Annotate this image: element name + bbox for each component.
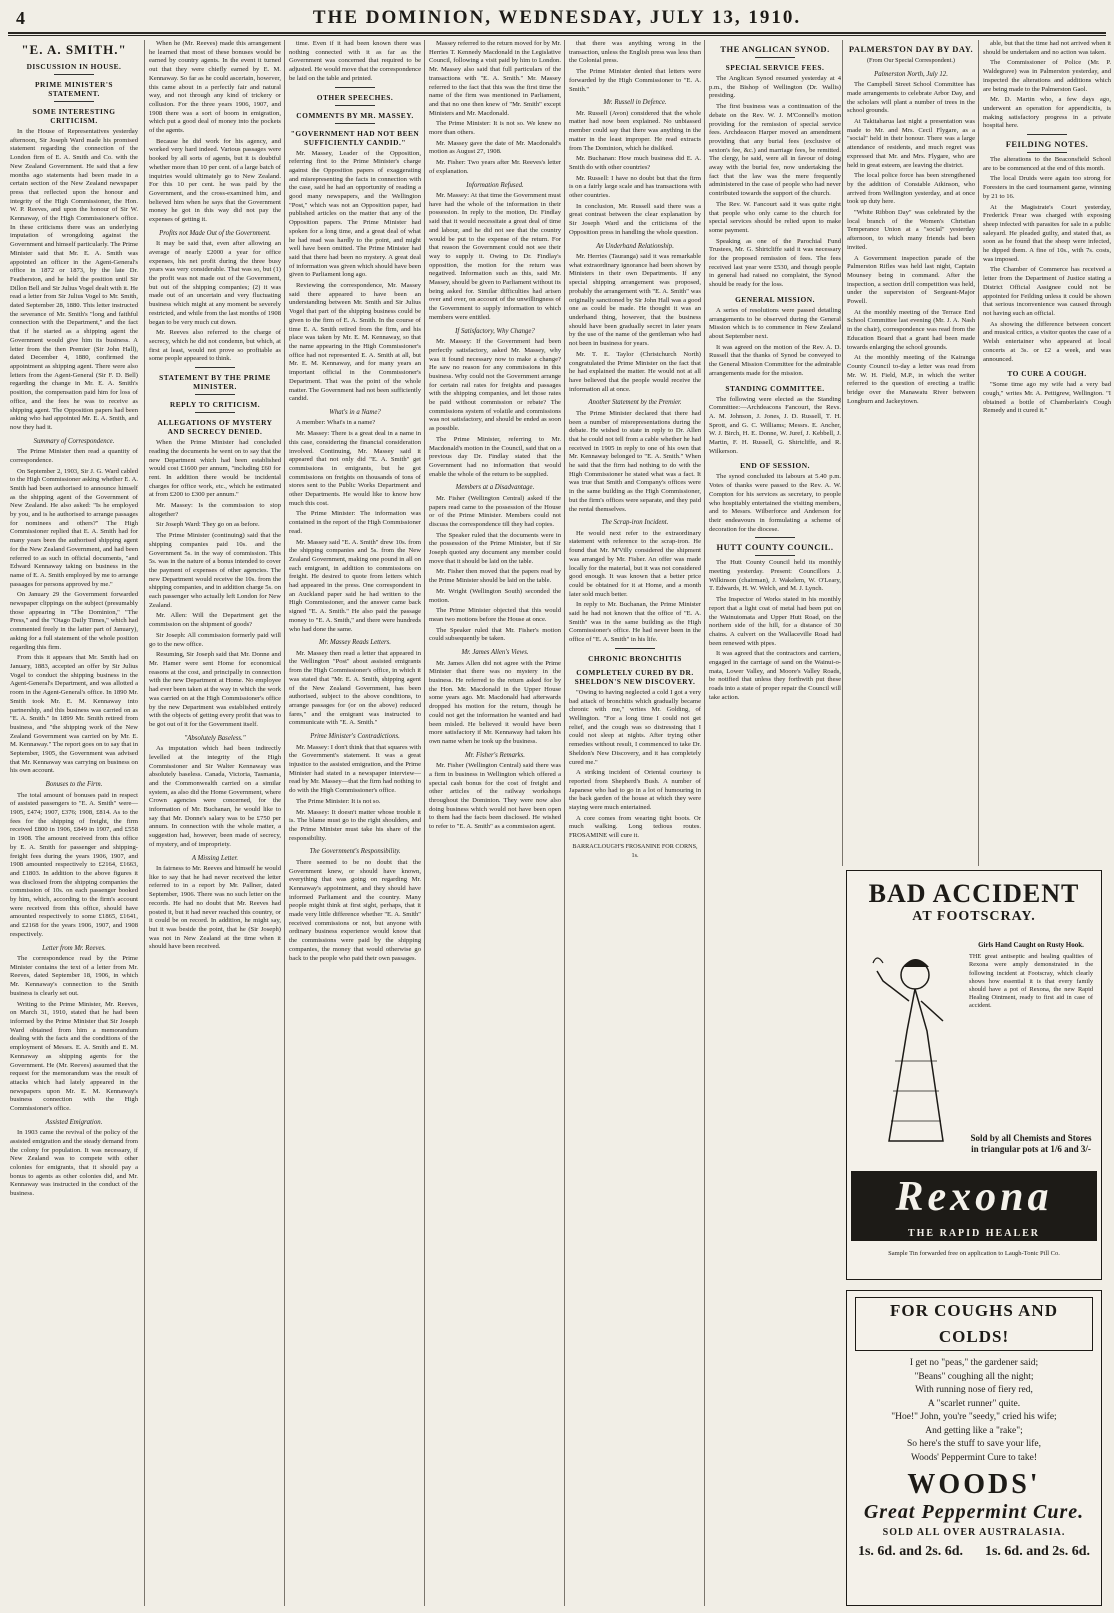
paragraph: Mr. T. E. Taylor (Christchurch North) congratulated the Prime Minister on the fact that he had explained the matter. He would not at all have believed that the people would receive the information all at once. bbox=[569, 350, 701, 393]
section-heading: "Absolutely Baseless." bbox=[184, 734, 246, 742]
section-heading: A Missing Letter. bbox=[191, 854, 239, 862]
section-heading: STANDING COMMITTEE. bbox=[725, 383, 825, 393]
paragraph: The local police force has been strengthened by the addition of Constable Atkinson, who arrived from Wellington yesterday, and at once took up duty here. bbox=[847, 172, 975, 206]
paragraph: At Takitaharua last night a presentation was made to Mr. and Mrs. Cecil Flygare, as a "social" held in their honour. There was a large attendance of residents, and much regret was expressed that Mr. and Mrs. Flygare, who are held in great esteem, are leaving the district. bbox=[847, 118, 975, 169]
section-heading: The Scrap-iron Incident. bbox=[601, 519, 669, 527]
paragraph: The Prime Minister: The information was contained in the report of the High Commissioner read. bbox=[289, 510, 421, 535]
advert-sold-line: SOLD ALL OVER AUSTRALASIA. bbox=[882, 1527, 1066, 1538]
article-headline: FEILDING NOTES. bbox=[1005, 139, 1089, 150]
divider bbox=[195, 394, 235, 395]
paragraph: A striking incident of Oriental courtesy is reported from Shepherd's Bush. A number of Japanese who had to go in a lot of humouring in the back garden of the house at which they were staying were much entertained. bbox=[569, 769, 701, 812]
advert-headline: CHRONIC BRONCHITIS bbox=[588, 653, 682, 663]
paragraph: A Government inspection parade of the Palmerston Rifles was held last night, Captain Mounsey being in command. After the inspection, a section drill competition was held, under the supervision of Sergeant-Major Powell. bbox=[847, 254, 975, 306]
section-heading: Mr. Massey Reads Letters. bbox=[319, 639, 391, 647]
paragraph: Speaking as one of the Parochial Fund Trustees, Mr. G. Shirtcliffe said it was necessary for the proposed remission of fees. The fees received last year were £530, and though people in general had raised no complaint, the Synod should be ready for the loss. bbox=[709, 237, 841, 289]
section-heading: An Underhand Relationship. bbox=[596, 242, 674, 250]
masthead bbox=[8, 6, 1106, 34]
advert-sold-line: Sold by all Chemists and Stores in triangular pots at 1/6 and 3/- bbox=[970, 1133, 1092, 1154]
paragraph: Mr. Russell: I have no doubt but that the firm is on a fairly large scale and has transactions with other countries. bbox=[569, 174, 701, 200]
divider bbox=[335, 87, 375, 88]
advert-subhead: COMPLETELY CURED BY DR. SHELDON'S NEW DISCOVERY. bbox=[574, 667, 696, 686]
poem-line: With running nose of fiery red, bbox=[915, 1385, 1033, 1395]
woman-illustration-icon bbox=[853, 941, 965, 1151]
divider bbox=[1027, 134, 1067, 135]
paragraph: Mr. Reeves also referred to the charge of secrecy, which he did not condemn, but which, at first at least, would not prove so profitable as some people appeared to think. bbox=[149, 329, 281, 363]
brand-name: WOODS' bbox=[907, 1469, 1041, 1500]
section-heading: Prime Minister's Contradictions. bbox=[310, 733, 400, 741]
dateline: Palmerston North, July 12. bbox=[874, 70, 948, 78]
poem-line: "Beans" coughing all the night; bbox=[914, 1371, 1034, 1382]
paragraph: From this it appears that Mr. Smith had on January, 1883, accepted an offer by Sir Julius Vogel to conduct the shipping business in the Agent-General's Department, and was allotted a room in the Agent-General's office. In 1890 Mr. Smith took Mr. E. M. Kennaway into partnership, and this business was carried on as "E. A. Smith." In 1899 Mr. Smith retired from business, and "the shipping work of the New Zealand Government was carried on by Mr. E. M. Kennaway." The report goes on to say that in September, 1905, the Government was advised that Mr. Kennaway was carrying on business on his own account. bbox=[10, 654, 138, 775]
section-heading: What's in a Name? bbox=[329, 408, 381, 416]
article-headline: OTHER SPEECHES. bbox=[316, 92, 394, 102]
advert-text: THE great antiseptic and healing qualities of Rexona were amply demonstrated in the following incident at Footscray, which clearly shows how essential it is that every family should have a pot of Rexona, the new Rapid Healing Ointment, ready to first aid in case of accident. bbox=[969, 953, 1093, 1010]
section-heading: Summary of Correspondence. bbox=[33, 437, 115, 445]
paragraph: The Prime Minister declared that there had been a number of misrepresentations during the debate. He wished to state in reply to Dr. Allen that he could not tell from a cable whether he had received in 1905 in reply to one of his own that Mr. Kennaway belonged to "E. A. Smith." When he said that the firm had nothing to do with the High Commissioner he stated what was a fact. It was true that Smith and Company's offices were in the same building as the High Commissioner, but the firm's offices were separate, and they paid the rental themselves. bbox=[569, 409, 701, 513]
advert-subhead: AT FOOTSCRAY. bbox=[912, 909, 1036, 924]
paragraph: The alterations to the Beaconsfield School are to be commenced at the end of this month. bbox=[983, 156, 1111, 172]
paragraph: Mr. Massey then read a letter that appeared in the Wellington "Post" about assisted emigrants from the High Commissioner's office, in which it was stated that "Mr. E. A. Smith, shipping agent of the New Zealand Government, has been authorised, subject to the above conditions, to arrange passages for (or on the above) reduced fares," and the emigrant was instructed to communicate with "E. A. Smith." bbox=[289, 649, 421, 727]
article-subhead: DISCUSSION IN HOUSE. bbox=[26, 62, 122, 71]
paragraph: In fairness to Mr. Reeves and himself he would like to say that he had never received the letter referred to in a report by Mr. Pallner, dated September, 1906. There was no such letter on the records. He had no doubt that Mr. Reeves had posted it, but it had never reached this country, or it could be on record. In addition, he might say, but it was beside the point, that he (Sir Joseph) was not in New Zealand at the time when it should have been received. bbox=[149, 865, 281, 951]
paragraph: Mr. Wright (Wellington South) seconded the motion. bbox=[429, 587, 561, 604]
poem-line: "Hoe!" John, you're "seedy," cried his wife; bbox=[891, 1412, 1057, 1422]
advert-poem bbox=[847, 1357, 1101, 1465]
paragraph: Mr. Massey gave the date of Mr. Macdonald's motion as August 27, 1908. bbox=[429, 139, 561, 156]
article-subhead: PRIME MINISTER'S STATEMENT. bbox=[34, 80, 114, 98]
paragraph: On January 29 the Government forwarded newspaper clippings on the subject (presumably those appearing in "The Dominion," "The Press," and the "Otago Daily Times," which had commented freely in the latter part of January), asking for a full statement of the whole position regarding this firm. bbox=[10, 591, 138, 651]
article-subhead: SOME INTERESTING CRITICISM. bbox=[32, 107, 116, 125]
column-7 bbox=[842, 40, 975, 866]
paragraph: Mr. Massey: There is a great deal in a name in this case, considering the financial consideration involved. Continuing, Mr. Massey said it appeared that not only did "E. A. Smith" get commissions in emigrants, but he got commissions on freights on thousands of tons of stores sent to the Public Works Department and other Departments. He would like to know how much this cost. bbox=[289, 430, 421, 507]
paragraph: A series of resolutions were passed detailing arrangements to be observed during the General Mission which is to commence in New Zealand about September next. bbox=[709, 306, 841, 340]
byline: (From Our Special Correspondent.) bbox=[867, 57, 955, 64]
advert-body bbox=[969, 941, 1093, 1011]
article-headline: HUTT COUNTY COUNCIL. bbox=[716, 542, 834, 553]
paragraph: The Prime Minister denied that letters were forwarded by the High Commissioner to "E. A. Smith." bbox=[569, 68, 701, 93]
paragraph: The Prime Minister, referring to Mr. Macdonald's motion in the Council, said that on a previous day Dr. Findlay stated that the Government had no information that would enable the whole of the return to be supplied. bbox=[429, 435, 561, 478]
section-heading: Mr. Fisher's Remarks. bbox=[465, 751, 525, 759]
paragraph: Mr. Russell (Avon) considered that the whole matter had now been explained. No unbiassed member could say that there was anything in the matter in the least improper. He read extracts from The Dominion, which he disliked. bbox=[569, 109, 701, 152]
paragraph: Mr. Fisher then moved that the papers read by the Prime Minister should be laid on the table. bbox=[429, 568, 561, 585]
paragraph: When he (Mr. Reeves) made this arrangement he learned that most of these bonuses would be earned by country agents. In the event it turned out that they were chiefly earned by E. M. Kennaway. So far as he could ascertain, however, this came about in a perfectly fair and natural way, and not through any kind of trickery or collusion. For the three years 1906, 1907, and 1908 there was a sort of boom in emigration, which put a good deal of money into the pockets of the agents. bbox=[149, 40, 281, 135]
article-subhead: ALLEGATIONS OF MYSTERY AND SECRECY DENIED. bbox=[157, 418, 273, 437]
paragraph: The first business was a continuation of the debate on the Rev. W. J. M'Connell's motion providing for the remission of special service fees. Archdeacon Harper moved an amendment providing that any burial fees (exclusive of sexton's fee, &c.) and marriage fees, be remitted. The clergy, he said, were all in favour of doing away with the burial fee, now undertaking the fact that the law was the mere frequently administered in the case of people who had never contributed towards the support of the church. bbox=[709, 103, 841, 198]
paragraph: At the monthly meeting of the Terrace End School Committee last evening (Mr. J. A. Nash in the chair), correspondence was read from the Education Board that a grant had been made towards enlarging the school grounds. bbox=[847, 308, 975, 351]
paragraph: It was agreed that the contractors and carriers, engaged in the carriage of sand on the Wainui-o-mata, Lower Valley, and Moore's Valley Roads, be notified that unless they forthwith put these roads into a state of proper repair the Council will take action. bbox=[709, 650, 841, 701]
divider bbox=[335, 105, 375, 106]
paragraph: "Some time ago my wife had a very bad cough," writes Mr. A. Pettigrew, Wellington. "I obtained a bottle of Chamberlain's Cough Remedy and it cured it." bbox=[983, 381, 1111, 415]
rexona-advert bbox=[846, 870, 1102, 1280]
paragraph: The total amount of bonuses paid in respect of assisted passengers to "E. A. Smith" were—1905, £474; 1907, £376; 1908, £814. As to the fees for the shipping of freight, the firm received £800 in 1906, £849 in 1907, and £558 in 1908. The amount received from this office by E. A. Smith for passenger and shipping-freight fees during the years 1906, 1907, and 1908 amounted respectively to £2164, £1663, and £1803. In addition to the above figures it was disclosed from the shipping companies the commission of 10s. on each passenger booked by him, which, according to the firm's account were received from this office, should have amounted respectively to some £1865, £1641, and £2168 for the years 1906, 1907, and 1908 respectively. bbox=[10, 791, 138, 938]
brand-name: Rexona bbox=[895, 1174, 1053, 1220]
masthead-title: THE DOMINION, WEDNESDAY, JULY 13, 1910. bbox=[312, 7, 802, 28]
column-5 bbox=[564, 40, 701, 1606]
paragraph: Mr. Massey: Is the commission to stop altogether? bbox=[149, 502, 281, 518]
paragraph: A core comes from wearing tight boots. Or much walking. Long tedious routes. FROSAMINE will cure it. bbox=[569, 814, 701, 840]
section-heading: Another Statement by the Premier. bbox=[588, 399, 682, 407]
divider bbox=[1027, 152, 1067, 153]
paragraph: that there was anything wrong in the transaction, unless the English press was less than the Colonial press. bbox=[569, 40, 701, 65]
paragraph: There seemed to be no doubt that the Government knew, or should have known, everything that was going on regarding Mr. Kennaway's appointment, and they should have informed Parliament and the country. Many people might think at first sight, perhaps, that it made very little difference whether "E. A. Smith" received commissions or not, but anyone with ordinary business experience would know that the commissions were paid by the shipping companies, the money that would otherwise go back to the people who paid their own passages. bbox=[289, 858, 421, 962]
paragraph: Mr. Massey said "E. A. Smith" drew 10s. from the shipping companies and 5s. from the New Zealand Government, making one pound in all on each emigrant, in addition to commissions on freight. He desired to quote from letters which had appeared in the press. One correspondent in an Auckland paper said he had written to the High Commissioner, and the answer came back signed "E. A. Smith." He also paid the passage money to "E. A. Smith," and there were hundreds who had done the same. bbox=[289, 538, 421, 633]
paragraph: The Commissioner of Police (Mr. P. Waldegrave) was in Palmerston yesterday, and inspected the alterations and additions which are being made to the Palmerston Gaol. bbox=[983, 59, 1111, 93]
section-heading: Bonuses to the Firm. bbox=[45, 781, 103, 789]
product-name: Great Peppermint Cure. bbox=[863, 1501, 1085, 1523]
article-subhead: "GOVERNMENT HAD NOT BEEN SUFFICIENTLY CANDID." bbox=[290, 128, 420, 147]
section-heading: Mr. Russell in Defence. bbox=[603, 99, 667, 107]
paragraph: Mr. Fisher (Wellington Central) said there was a firm in business in Wellington which offered a special cash bonus for the cost of freight and other articles of the railway workshops throughout the Dominion. They were now also doing business which would not have been open to them had the facts been disclosed. He wished to refer to "E. A. Smith" as a commission agent. bbox=[429, 762, 561, 831]
paragraph: Mr. James Allen did not agree with the Prime Minister that there was no mystery in the business. He referred to the return asked for by the Hon. Mr. Macdonald in the Upper House some years ago. Mr. Macdonald had afterwards dropped his motion for the return, though he could not get the information he wanted and had been misled. He believed it would have been more satisfactory if Mr. Kennaway had taken his own name when he took up the business. bbox=[429, 659, 561, 745]
paragraph: At the Magistrate's Court yesterday, Frederick Frear was charged with exposing sheep infected with parasites for sale in a public saleyard. He pleaded guilty, and stated that, as soon as he found that the sheep were infected, he dipped them. A fine of 10s., with 7s. costs, was imposed. bbox=[983, 203, 1111, 263]
divider bbox=[755, 537, 795, 538]
masthead-rule bbox=[8, 35, 1106, 36]
article-headline: THE ANGLICAN SYNOD. bbox=[720, 44, 830, 54]
divider bbox=[54, 101, 94, 102]
divider bbox=[195, 367, 235, 368]
paragraph: It may be said that, even after allowing an average of nearly £2000 a year for office expenses, his net profit during the three busy years was very considerable. That was so, but (1) the profit was not made out of the Government, but out of the shipping companies; (2) it was made out of an uncertain and very fluctuating business which might at any moment be severely restricted, and while from the last months of 1908 began to be very much cut down. bbox=[149, 240, 281, 326]
paragraph: In reply to Mr. Buchanan, the Prime Minister said he had not known that the office of "E. A. Smith" was in the same building as the High Commissioner's office. He had never been in the office of "E. A. Smith" in his life. bbox=[569, 601, 701, 644]
column-8 bbox=[978, 40, 1111, 866]
article-headline: "E. A. SMITH." bbox=[21, 42, 127, 57]
paragraph: The Anglican Synod resumed yesterday at 4 p.m., the Bishop of Wellington (Dr. Wallis) presiding. bbox=[709, 75, 841, 100]
paragraph: The Prime Minister (continuing) said that the shipping companies paid 10s. and the Government 5s. in the way of commission. This 5s. was in the nature of a bonus intended to cover the payment of expenses of other agencies. The new Department would receive the 10s. from the shipping companies, and in addition charge 5s. on each passenger who actually left London for New Zealand. bbox=[149, 532, 281, 609]
column-1 bbox=[10, 40, 138, 1606]
advert-headline: BAD ACCIDENT bbox=[868, 879, 1080, 908]
paragraph: At the monthly meeting of the Kairanga County Council to-day a letter was read from Mr. W. H. Field, M.P., in which the writer referred to the question of erecting a traffic bridge over the Manawatu River between Longburn and Jackeytown. bbox=[847, 354, 975, 405]
price-row bbox=[847, 1544, 1101, 1560]
woods-peppermint-advert bbox=[846, 1290, 1102, 1606]
paragraph: On September 2, 1903, Sir J. G. Ward cabled to the High Commissioner asking whether E. A. Smith had been authorised to announce himself as the shipping agent of the Government of New Zealand. He also asked: "Is he employed by you, and is he authorised to arrange passages for nominees and others?" The High Commissioner replied that E. A. Smith had for many years been the authorised shipping agent for the New Zealand Government, and had been referred to as such in official documents, "and Edward Kennaway taking on business in the name of E. A. Smith employed by me to arrange passages for persons approved by me." bbox=[10, 467, 138, 588]
paragraph: Sir Joseph: All commission formerly paid will go to the new office. bbox=[149, 631, 281, 648]
paragraph: As imputation which had been indirectly levelled at the integrity of the High Commissioner and Sir Walter Kennaway was absolutely baseless. Canada, Victoria, Tasmania, and the Commonwealth carried on a similar system, as also did the Home Government, where Crown agencies were concerned, for the information of Mr. Buchanan, he would like to say that Mr. Donne's salary was to be £750 per annum. In connection with the whole matter, a suggestion had, however, been made of secrecy, of mystery, and of impropriety. bbox=[149, 745, 281, 848]
poem-line: Woods' Peppermint Cure to take! bbox=[910, 1452, 1037, 1463]
paragraph: The Prime Minister objected that this would mean two motions before the House at once. bbox=[429, 607, 561, 623]
divider bbox=[335, 123, 375, 124]
paragraph: He would next refer to the extraordinary statement with reference to the scrap-iron. He found that Mr. M'Villy considered the shipment was arranged by Mr. Fisher. An offer was made locally for the material, but it was not considered good enough. It was known that a better price could be obtained for it at Home, and a month later sold much better. bbox=[569, 529, 701, 598]
advert-line: BARRACLOUGH'S FROSANINE FOR CORNS, 1s. bbox=[572, 842, 698, 859]
paragraph: The Prime Minister then read a quantity of correspondence. bbox=[10, 448, 138, 464]
advert-headline: FOR COUGHS AND COLDS! bbox=[855, 1297, 1093, 1351]
paragraph: The Speaker ruled that Mr. Fisher's motion could subsequently be taken. bbox=[429, 626, 561, 643]
paragraph: The following were elected as the Standing Committee:—Archdeacons Fancourt, the Revs. A. M. Johnson, J. Jones, J. D. Russell, T. H. Sprott, and G. C. Williams; Messrs. E. Ancher, W. J. Birch, H. E. Donne, W. Juref, J. Kebbell, J. Martin, F. H. Russell, G. Shirtcliffe, and R. Wilkerson. bbox=[709, 395, 841, 455]
paragraph: time. Even if it had been known there was nothing connected with it as far as the Government was concerned that required to be adjusted. He would move that the correspondence be laid on the table and printed. bbox=[289, 40, 421, 82]
section-heading: Members at a Disadvantage. bbox=[455, 484, 535, 492]
section-heading: If Satisfactory, Why Change? bbox=[455, 327, 535, 335]
paragraph: A member: What's in a name? bbox=[296, 419, 376, 427]
section-heading: Letter from Mr. Reeves. bbox=[42, 944, 106, 952]
section-heading: Mr. James Allen's Views. bbox=[461, 649, 529, 657]
paragraph: It was agreed on the motion of the Rev. A. D. Russell that the thanks of Synod be conveyed to the General Mission Committee for the admirable arrangements made for the mission. bbox=[709, 343, 841, 377]
paragraph: The Hutt County Council held its monthly meeting yesterday. Present: Councillors J. Wilkinson (chairman), J. Wakelem, W. O'Leary, T. Edwards, H. W. Welch, and M. J. Lynch. bbox=[709, 559, 841, 593]
section-heading: Information Refused. bbox=[466, 181, 524, 189]
price-label: 1s. 6d. and 2s. 6d. bbox=[857, 1544, 964, 1559]
paragraph: Mr. Massey: If the Government had been perfectly satisfactory, asked Mr. Massey, why was it found necessary now to make a change? He saw no reason for any commissions in this business. Why could not the Government arrange for certain rail rates for freights and passages with the shipping companies, and let those rates be paid without commission or rebate? The commissions system of volatile and commissions was not satisfactory, and should be ended as soon as possible. bbox=[429, 338, 561, 433]
poem-line: I get no "peas," the gardener said; bbox=[909, 1358, 1039, 1368]
section-heading: GENERAL MISSION. bbox=[735, 294, 815, 304]
paragraph: The Inspector of Works stated in his monthly report that a light coat of metal had been put on the Wainuiomata and Upper Hutt Road, on the northern side of the hill, for a distance of 30 chains. A culvert on the Wallaceville Road had been renewed with pipes. bbox=[709, 596, 841, 647]
paragraph: In conclusion, Mr. Russell said there was a great contrast between the clear explanation by Sir Joseph Ward and the criticisms of the Opposition press in handling the whole question. bbox=[569, 202, 701, 236]
paragraph: Mr. Herries (Tauranga) said it was remarkable what extraordinary ignorance had been shown by Ministers in their own Departments. If any special shipping arrangement was proposed, probably the arrangement with "E. A. Smith" was originally sanctioned by Sir John Hall was a good one as could be made. He thought it was an underhand thing, however, that the business should have been gradually secret in later years by the use of the name of the gentleman who had not been in business for years. bbox=[569, 253, 701, 348]
rexona-logo bbox=[851, 1171, 1097, 1241]
divider bbox=[755, 555, 795, 556]
paragraph: The Campbell Street School Committee has made arrangements to celebrate Arbor Day, and the scholars will plant a number of trees in the school grounds. bbox=[847, 81, 975, 115]
divider bbox=[54, 74, 94, 75]
brand-tagline: THE RAPID HEALER bbox=[907, 1228, 1040, 1239]
paragraph: Mr. Fisher: Two years after Mr. Reeves's letter of explanation. bbox=[429, 159, 561, 175]
column-3 bbox=[284, 40, 421, 1606]
article-subhead: COMMENTS BY MR. MASSEY. bbox=[296, 110, 414, 120]
paragraph: The Prime Minister: It is not so. bbox=[296, 797, 381, 805]
section-heading: The Government's Responsibility. bbox=[309, 848, 401, 856]
paragraph: Massey referred to the return moved for by Mr. Herries T. Kennedy Macdonald in the Legislative Council, following a visit paid by him to London. Mr. Massey also said that full particulars of the transactions with "E. A. Smith." Mr. Massey referred to the fact that this was the first time the name of the firm was mentioned in Parliament, and that no one then knew of "Mr. Smith" except Ministers and Mr. Macdonald. bbox=[429, 40, 561, 117]
paragraph: The local Druids were again too strong for Foresters in the card tournament game, winning by 21 to 16. bbox=[983, 175, 1111, 200]
paragraph: The Rev. W. Fancourt said it was quite right that people who only came to the church for special services should be relied upon to make some payment. bbox=[709, 200, 841, 234]
paragraph: When the Prime Minister had concluded reading the documents he went on to say that the new Department which had been established would cost £1600 per annum, "including £60 for rent. In addition there would be incidental charges for office work, etc., which he estimated at from £200 to £300 per annum." bbox=[149, 439, 281, 499]
paragraph: The correspondence read by the Prime Minister contains the text of a letter from Mr. Reeves, dated September 18, 1906, in which Mr. Kennaway's connection to the Smith business is clearly set out. bbox=[10, 955, 138, 997]
paragraph: Because he did work for his agency, and worked very hard indeed. Various passages were booked by all sorts of agents, but it is doubtful whether more than 10 per cent. of a large batch of inquiries would ultimately go to New Zealand. For this 10 per cent. he was paid by the Government, and the cross-examined him, and believed him when he says that the Government money he got in this way did not pay the expenses of getting it. bbox=[149, 137, 281, 224]
section-heading: Profits not Made Out of the Government. bbox=[159, 229, 271, 237]
paragraph: Writing to the Prime Minister, Mr. Reeves, on March 31, 1910, stated that he had been informed by the Prime Minister that Sir Joseph Ward obtained from him a memorandum dealing with the facts and the conditions of the employment of Messrs. E. A. Smith and E. M. Kennaway as shipping agents for the Government. He (Mr. Reeves) assumed that the request for the memorandum was the result of attacks which had lately appeared in the newspapers upon Mr. E. M. Kennaway's business connection with the High Commissioner's office. bbox=[10, 1000, 138, 1113]
paragraph: Sir Joseph Ward: They go on as before. bbox=[156, 521, 260, 529]
divider bbox=[195, 412, 235, 413]
article-subhead: SPECIAL SERVICE FEES. bbox=[725, 63, 825, 72]
column-6 bbox=[704, 40, 841, 1606]
paragraph: In 1903 came the revival of the policy of the assisted emigration and the steady demand from the colony for population. It was necessary, if New Zealand was to compete with other colonies for emigrants, that it should pay a bonus to agents as other colonies did, and Mr. Kennaway was instructed in the conduct of the business. bbox=[10, 1129, 138, 1198]
advert-lead: Girls Hand Caught on Rusty Hook. bbox=[978, 941, 1084, 949]
price-label: 1s. 6d. and 2s. 6d. bbox=[984, 1544, 1091, 1559]
paragraph: Mr. Massey, Leader of the Opposition, referring first to the Prime Minister's charge against the Opposition papers of exaggerating and misrepresenting the facts in connection with the case, said he had an opportunity of reading a good many newspapers, and the Wellington "Post," which was not an Opposition paper, had published articles on the matter that any of the Opposition papers. The Prime Minister had spoken for a long time, and a great deal of what he had read was hardly to the point, and might well have been omitted. The Prime Minister had said that there had been no mystery. A great deal of information was given which should have been given to Parliament long ago. bbox=[289, 149, 421, 279]
paragraph: Mr. Fisher (Wellington Central) asked if the papers read came to the possession of the House or of the Prime Minister. Members could not discuss the correspondence till they had copies. bbox=[429, 494, 561, 528]
column-2 bbox=[144, 40, 281, 1606]
paragraph: Mr. Massey: I don't think that that squares with the Government's statement. It was a great injustice to the assisted emigration, and the Prime Minister had stated in a newspaper interview—read by Mr. Massey—that the firm had nothing to do with the High Commissioner's office. bbox=[289, 743, 421, 795]
poem-line: So here's the stuff to save your life, bbox=[907, 1439, 1041, 1449]
section-heading: Assisted Emigration. bbox=[45, 1118, 103, 1126]
paragraph: Reviewing the correspondence, Mr. Massey said there appeared to have been an understanding between Mr. Smith and Sir Julius Vogel that part of the shipping business could be given to the firm of E. A. Smith. In the course of time E. A. Smith retired from the firm, and his place was taken by Mr. E. M. Kennaway, so that the name appearing in the High Commissioner's office had not represented E. A. Smith at all, but Mr. E. M. Kennaway, and for many years an important official in the Commissioner's Department. That was the point of the whole matter. The Government had not been sufficiently candid. bbox=[289, 282, 421, 403]
sample-line: Sample Tin forwarded free on application to Laugh-Tonic Pill Co. bbox=[888, 1250, 1060, 1257]
poem-line: A "scarlet runner" quite. bbox=[927, 1398, 1021, 1409]
paragraph: able, but that the time had not arrived when it should be undertaken and no action was taken. bbox=[983, 40, 1111, 56]
article-headline: PALMERSTON DAY BY DAY. bbox=[848, 44, 974, 54]
paragraph: The Speaker ruled that the documents were in the possession of the Prime Minister, but if Sir Joseph quoted any document any member could move that it should be laid on the table. bbox=[429, 531, 561, 565]
page-number: 4 bbox=[16, 8, 25, 28]
divider bbox=[755, 57, 795, 58]
section-heading: END OF SESSION. bbox=[740, 461, 810, 471]
paragraph: The synod concluded its labours at 5.40 p.m. Votes of thanks were passed to the Rev. A. W. Compton for his services as secretary, to people who hospitably entertained the visiting members, and to Messrs. Wilberforce and Anderson for their endeavours in formulating a scheme of decoration for the diocese. bbox=[709, 473, 841, 533]
paragraph: Mr. Massey: It doesn't matter whose trouble it is. The blame must go to the right shoulders, and the Prime Minister must take his share of the responsibility. bbox=[289, 808, 421, 842]
column-4 bbox=[424, 40, 561, 1606]
poem-line: And getting like a "rake"; bbox=[925, 1425, 1023, 1436]
divider bbox=[615, 648, 655, 649]
paragraph: Resuming, Sir Joseph said that Mr. Donne and Mr. Hamer were sent Home for economical reasons at the cost, and principally in connection with the new Department at Home. No employee had ever been taken at the way in which the work was carried on at the High Commissioner's office by the new Department was established entirely with the objects of getting every profit that was to be got out of it for the Government itself. bbox=[149, 651, 281, 728]
section-heading: TO CURE A COUGH. bbox=[1007, 369, 1087, 379]
paragraph: The Prime Minister: It is not so. We knew no more than others. bbox=[429, 120, 561, 137]
paragraph: Mr. D. Martin who, a few days ago, underwent an operation for appendicitis, is making satisfactory progress in a private hospital here. bbox=[983, 96, 1111, 130]
paragraph: In the House of Representatives yesterday afternoon, Sir Joseph Ward made his promised statement regarding the connection of the London firm of E. A. Smith and Co. with the New Zealand Government. He said that a few months ago statements had been made in a certain section of the New Zealand newspaper press that reflected upon the honour and integrity of the High Commissioner, the Hon. W. P. Reeves, and upon the honour of Sir W. Kennaway, of the High Commissioner's office. In these criticisms there was an underlying imputation of wrongdoing against the Government and himself particularly. The Prime Minister said that Mr. E. A. Smith was appointed an officer in the Agent-General's office in 1872 or 1873, by the late Dr. Featherston, and he held the position until Sir Dillon Bell and Sir Julius Vogel dealt with it. He read a letter from Sir Julius Vogel to Mr. Smith, dated September 28, 1880. This letter instructed the severance of Mr. Smith's "long and faithful connection with the Department," and the fact that if he started as a shipping agent the Government would give him its business. A letter from the then Premier (Sir John Hall), dated December 4, 1880, confirmed the appointment as shipping agent. There were also letters from the Agent-General (Sir F. D. Bell) regarding the change in Mr. E. A. Smith's position, the compensation paid him for loss of office, and the fees he was to receive as shipping agent. The Opposition papers had been asking who had appointed Mr. E. A. Smith, and now they had it. bbox=[10, 128, 138, 431]
paragraph: "White Ribbon Day" was celebrated by the local branch of the Women's Christian Temperance Union at a "social" yesterday afternoon, to which many friends had been invited. bbox=[847, 209, 975, 251]
paragraph: Mr. Buchanan: How much business did E. A. Smith do with other countries? bbox=[569, 155, 701, 171]
paragraph: Mr. Allen: Will the Department get the commission on the shipment of goods? bbox=[149, 612, 281, 629]
article-subhead: REPLY TO CRITICISM. bbox=[169, 400, 261, 410]
paragraph: As showing the difference between concert and musical critics, a visitor quotes the case of a Welsh entertainer who appeared at local concerts at 3s. or £2 a week, and was announced. bbox=[983, 320, 1111, 363]
article-headline: STATEMENT BY THE PRIME MINISTER. bbox=[159, 373, 271, 392]
paragraph: Mr. Massey: At that time the Government must have had the whole of the information in their possession. In reply to the motion, Dr. Findlay said that it would necessitate a great deal of time and labour, and he did not see that the country would be put to the expense of the return. For that reason the Government could not see their way to supply it. Owing to Dr. Findlay's opposition, the motion for the return was negatived. Information such as this, said Mr. Massey, should be given to Parliament without its being asked for. Similar difficulties had arisen over and over, on account of the unwillingness of the Government to supply information to which members were entitled. bbox=[429, 192, 561, 321]
paragraph: The Chamber of Commerce has received a letter from the Department of Justice stating a District Official Assignee could not be appointed for Feilding unless it could be shown that serious inconvenience was caused through not having such an official. bbox=[983, 266, 1111, 317]
paragraph: "Owing to having neglected a cold I got a very bad attack of bronchitis which gradually became chronic with me," writes Mr. Golding, of Wellington. "For a long time I could not get relief, and the cough was so distressing that I could not sleep at nights. After trying other remedies without result, I commenced to take Dr. Sheldon's New Discovery, and it has completely cured me." bbox=[569, 688, 701, 766]
